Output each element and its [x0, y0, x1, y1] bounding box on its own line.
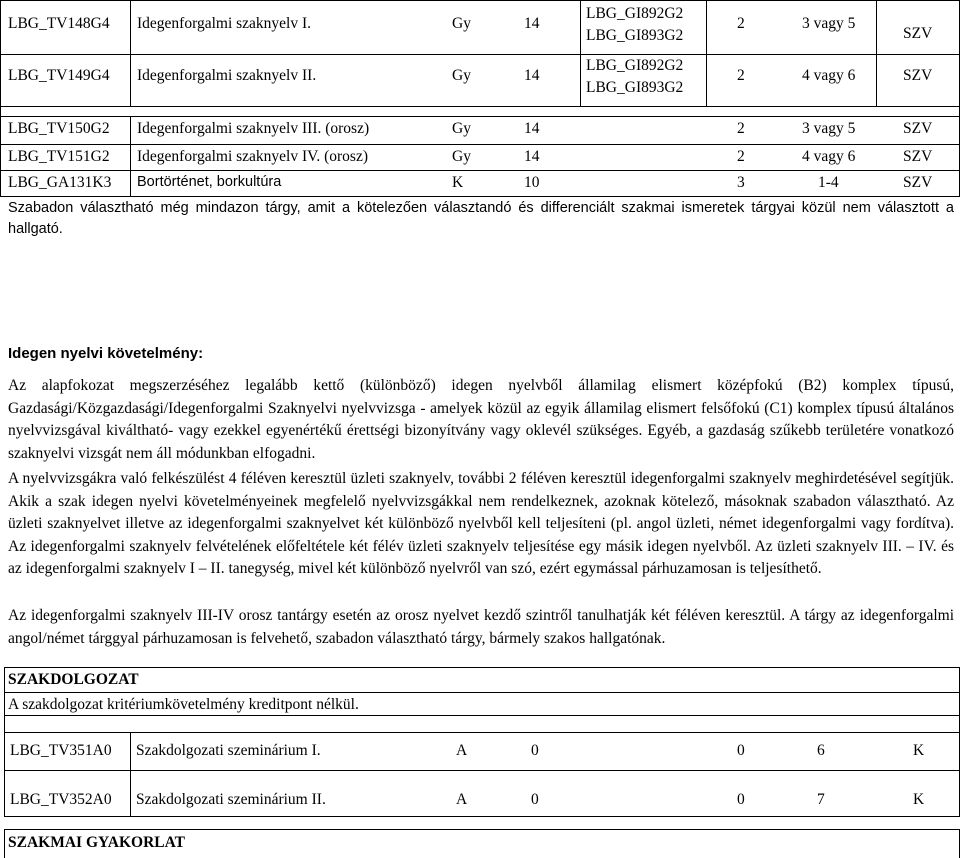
paragraph: A nyelvvizsgákra való felkészülést 4 féléven keresztül üzleti szaknyelv, további 2 féléven keresztül idegenforgalmi szaknyelv meghirdetésével segítjük. Akik a szak idegen nyelvi követelményeinek megfelelő nyelvvizsgákkal nem rendelkeznek, azoknak kötelező, másoknak szabadon választható. Az üzleti szaknyelvet illetve az idegenforgalmi szaknyelvet két különböző nyelvből kell teljesíteni (pl. angol üzleti, német idegenforgalmi vagy fordítva). Az idegenforgalmi szaknyelv felvételének előfeltétele két félév üzleti szaknyelv teljesítése egy másik idegen nyelvből. Az üzleti szaknyelv III. – IV. és az idegenforgalmi szaknyelv I – II. tanegység, mivel két különböző nyelvről van szó, ezért egymással párhuzamosan is teljesíthető. [8, 470, 954, 577]
course-type: Gy [452, 15, 471, 32]
course-code: LBG_TV351A0 [10, 742, 112, 759]
course-prereq: LBG_GI892G2 [586, 5, 684, 22]
course-code: LBG_TV148G4 [8, 15, 110, 32]
table-border-left [0, 0, 1, 196]
course-name: Idegenforgalmi szaknyelv I. [137, 15, 312, 32]
course-semester: 3 vagy 5 [802, 120, 856, 137]
course-semester: 6 [817, 742, 825, 759]
course-code: LBG_TV151G2 [8, 148, 110, 165]
course-type: K [452, 174, 464, 191]
course-category: SZV [903, 148, 933, 165]
course-code: LBG_GA131K3 [8, 174, 112, 191]
course-category: SZV [903, 25, 933, 42]
course-category: K [913, 742, 925, 759]
course-type: A [456, 791, 468, 808]
course-hours: 14 [524, 148, 540, 165]
course-credit: 0 [737, 742, 745, 759]
course-credit: 2 [737, 15, 745, 32]
course-name: Bortörténet, borkultúra [137, 174, 282, 190]
course-name: Idegenforgalmi szaknyelv IV. (orosz) [137, 148, 368, 165]
course-code: LBG_TV352A0 [10, 791, 112, 808]
table-border-top [0, 0, 960, 1]
table-border-top [4, 829, 960, 830]
course-code: LBG_TV150G2 [8, 120, 110, 137]
section-heading: SZAKMAI GYAKORLAT [8, 834, 185, 851]
table-row-divider [0, 54, 960, 55]
course-hours: 14 [524, 67, 540, 84]
course-hours: 10 [524, 174, 540, 191]
table-row-divider [0, 144, 960, 145]
course-credit: 3 [737, 174, 745, 191]
table-row-divider [4, 732, 960, 733]
table-col-divider [580, 0, 581, 106]
table-row-divider [4, 816, 960, 817]
course-prereq: LBG_GI892G2 [586, 57, 684, 74]
table-col-divider [130, 732, 131, 817]
course-hours: 14 [524, 15, 540, 32]
course-semester: 7 [817, 791, 825, 808]
section-heading: SZAKDOLGOZAT [8, 671, 139, 688]
paragraph: Az idegenforgalmi szaknyelv III-IV orosz tantárgy esetén az orosz nyelvet kezdő szintről tanulhatják két féléven keresztül. A tárgy az idegenforgalmi angol/német tárggyal párhuzamosan is felvehető, szabadon választható tárgy, bármely szakos hallgatónak. [8, 607, 954, 647]
table-row-divider [0, 106, 960, 107]
course-credit: 2 [737, 67, 745, 84]
course-semester: 3 vagy 5 [802, 15, 856, 32]
table-border-top [4, 667, 960, 668]
table-col-divider [130, 116, 131, 196]
course-semester: 1-4 [818, 174, 839, 191]
course-hours: 0 [531, 791, 539, 808]
table-row-divider [4, 715, 960, 716]
course-credit: 2 [737, 148, 745, 165]
course-category: K [913, 791, 925, 808]
course-category: SZV [903, 174, 933, 191]
course-name: Idegenforgalmi szaknyelv III. (orosz) [137, 120, 370, 137]
course-name: Idegenforgalmi szaknyelv II. [137, 67, 317, 84]
table-row-divider [4, 770, 960, 771]
course-hours: 14 [524, 120, 540, 137]
course-semester: 4 vagy 6 [802, 67, 856, 84]
table-row-divider [4, 692, 960, 693]
table-border-left [4, 829, 5, 858]
section-heading: Idegen nyelvi követelmény: [8, 345, 204, 362]
course-category: SZV [903, 120, 933, 137]
course-name: Szakdolgozati szeminárium II. [136, 791, 326, 808]
course-name: Szakdolgozati szeminárium I. [136, 742, 321, 759]
course-type: Gy [452, 120, 471, 137]
table-col-divider [130, 0, 131, 106]
course-hours: 0 [531, 742, 539, 759]
course-type: A [456, 742, 468, 759]
table-col-divider [876, 0, 877, 106]
course-prereq: LBG_GI893G2 [586, 79, 684, 96]
table-row-divider [0, 170, 960, 171]
table-col-divider [706, 0, 707, 106]
table-row-divider [0, 196, 960, 197]
table-footnote: Szabadon választható még mindazon tárgy, amit a kötelezően választandó és differenciált szakmai ismeretek tárgyai közül nem választott a hallgató. [8, 200, 954, 237]
thesis-note: A szakdolgozat kritériumkövetelmény kreditpont nélkül. [8, 696, 359, 713]
course-credit: 0 [737, 791, 745, 808]
paragraph: Az alapfokozat megszerzéséhez legalább kettő (különböző) idegen nyelvből államilag elismert középfokú (B2) komplex típusú, Gazdasági/Közgazdasági/Idegenforgalmi Szaknyelvi nyelvvizsga - amelyek közül az egyik államilag elismert felsőfokú (C1) komplex típusú általános nyelvvizsgával kiváltható- vagy ezekkel egyenértékű érettségi bizonyítvány vagy oklevél szükséges. Egyéb, a gazdaság szűkebb területére vonatkozó szaknyelvi vizsgát nem áll módunkban elfogadni. [8, 377, 954, 462]
course-type: Gy [452, 148, 471, 165]
table-border-left [4, 667, 5, 817]
table-row-divider [0, 116, 960, 117]
course-code: LBG_TV149G4 [8, 67, 110, 84]
course-credit: 2 [737, 120, 745, 137]
course-type: Gy [452, 67, 471, 84]
course-prereq: LBG_GI893G2 [586, 27, 684, 44]
course-semester: 4 vagy 6 [802, 148, 856, 165]
course-category: SZV [903, 67, 933, 84]
